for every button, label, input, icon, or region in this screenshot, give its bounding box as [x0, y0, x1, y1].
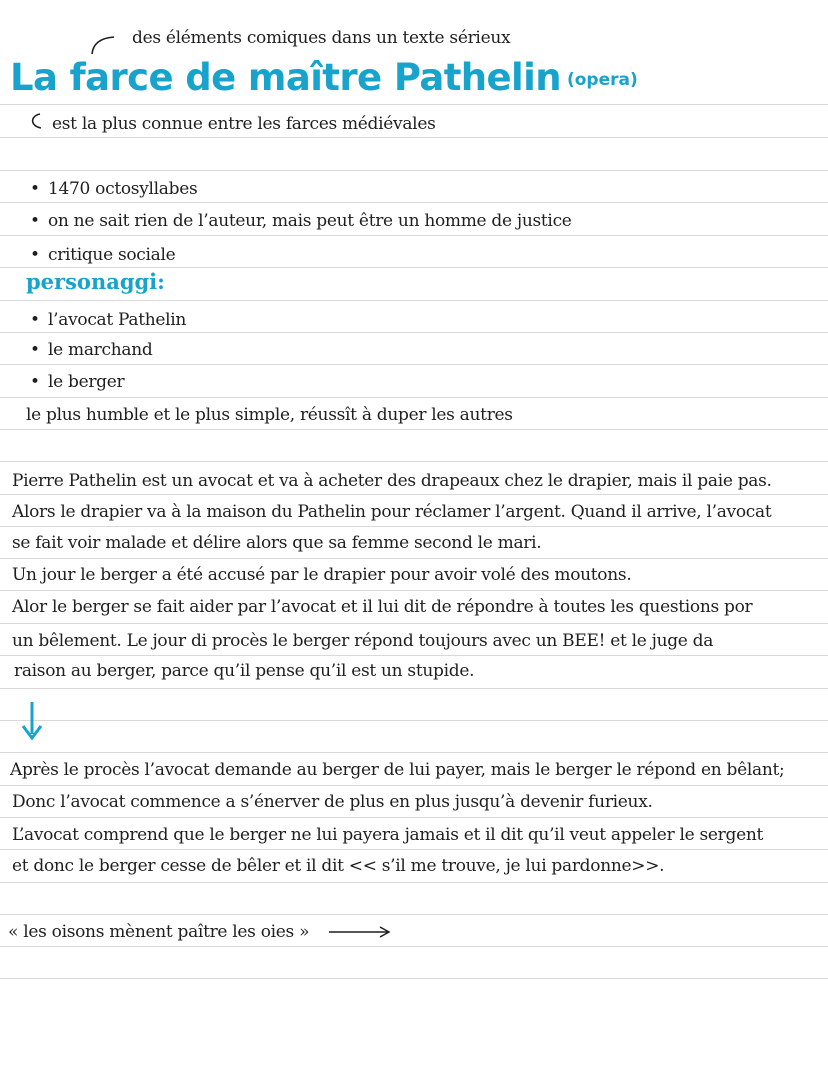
story-line: Alor le berger se fait aider par l’avocat et il lui dit de répondre à toutes les questions por — [12, 597, 753, 617]
story-line: et donc le berger cesse de bêler et il dit << s’il me trouve, je lui pardonne>>. — [12, 856, 665, 876]
story-line: Pierre Pathelin est un avocat et va à acheter des drapeaux chez le drapier, mais il paie pas. — [12, 471, 772, 491]
right-arrow-icon — [328, 924, 392, 940]
story-line: Donc l’avocat commence a s’énerver de plus en plus jusqu’à devenir furieux. — [12, 792, 653, 812]
story-line: Un jour le berger a été accusé par le drapier pour avoir volé des moutons. — [12, 565, 632, 585]
story-line: raison au berger, parce qu’il pense qu’il est un stupide. — [14, 661, 475, 681]
list-item: • on ne sait rien de l’auteur, mais peut être un homme de justice — [30, 211, 572, 231]
list-item: • le berger — [30, 372, 125, 392]
list-item: • le marchand — [30, 340, 153, 360]
quote: « les oisons mènent paître les oies » — [8, 922, 310, 942]
story-line: Alors le drapier va à la maison du Pathelin pour réclamer l’argent. Quand il arrive, l’avocat — [12, 502, 772, 522]
page-title — [10, 56, 638, 102]
list-item: • l’avocat Pathelin — [30, 310, 187, 330]
story-line: Après le procès l’avocat demande au berger de lui payer, mais le berger le répond en bêlant; — [10, 760, 785, 780]
list-item: • 1470 octosyllabes — [30, 179, 198, 199]
characters-note: le plus humble et le plus simple, réussît à duper les autres — [26, 405, 513, 425]
list-item: • critique sociale — [30, 245, 176, 265]
hook-mark-icon — [90, 30, 120, 56]
title-annotation: des éléments comiques dans un texte sérieux — [132, 28, 511, 48]
subtitle: est la plus connue entre les farces médiévales — [52, 114, 436, 134]
title-text: La farce de maître Pathelin — [10, 56, 561, 99]
story-line: L’avocat comprend que le berger ne lui payera jamais et il dit qu’il veut appeler le sergent — [12, 825, 764, 845]
down-arrow-icon — [20, 700, 44, 744]
story-line: un bêlement. Le jour di procès le berger répond toujours avec un BEE! et le juge da — [12, 631, 714, 651]
curve-mark-icon — [28, 112, 44, 132]
story-line: se fait voir malade et délire alors que sa femme second le mari. — [12, 533, 542, 553]
characters-heading: personaggi: — [26, 269, 165, 294]
title-note: (opera) — [566, 69, 638, 90]
